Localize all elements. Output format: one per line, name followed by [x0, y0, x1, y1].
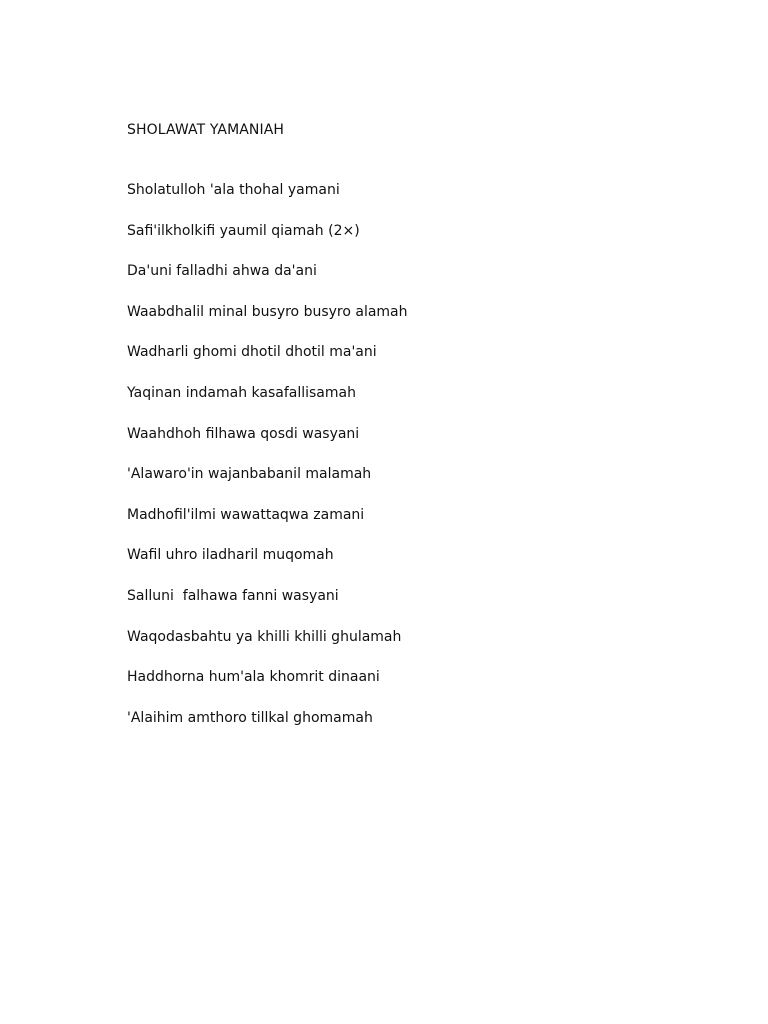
verse-line: 'Alawaro'in wajanbabanil malamah: [127, 466, 372, 483]
verse-line: Sholatulloh 'ala thohal yamani: [127, 182, 340, 198]
verse-line: Waabdhalil minal busyro busyro alamah: [127, 303, 408, 320]
verse-line: 'Alaihim amthoro tillkal ghomamah: [127, 709, 373, 726]
verse-line: Wafil uhro iladharil muqomah: [127, 547, 334, 564]
verse-line: Da'uni falladhi ahwa da'ani: [127, 263, 317, 280]
verse-line: Safi'ilkholkifi yaumil qiamah (2×): [127, 222, 360, 239]
document-title: SHOLAWAT YAMANIAH: [127, 122, 285, 138]
verse-line: Wadharli ghomi dhotil dhotil ma'ani: [127, 344, 377, 361]
verse-line: Waqodasbahtu ya khilli khilli ghulamah: [127, 628, 402, 645]
verse-line: Haddhorna hum'ala khomrit dinaani: [127, 669, 380, 686]
verse-line: Waahdhoh filhawa qosdi wasyani: [127, 425, 360, 442]
verse-list: [127, 180, 408, 748]
verse-line: Yaqinan indamah kasafallisamah: [127, 384, 356, 401]
verse-line: Salluni falhawa fanni wasyani: [127, 587, 339, 604]
verse-line: Madhofil'ilmi wawattaqwa zamani: [127, 506, 365, 523]
